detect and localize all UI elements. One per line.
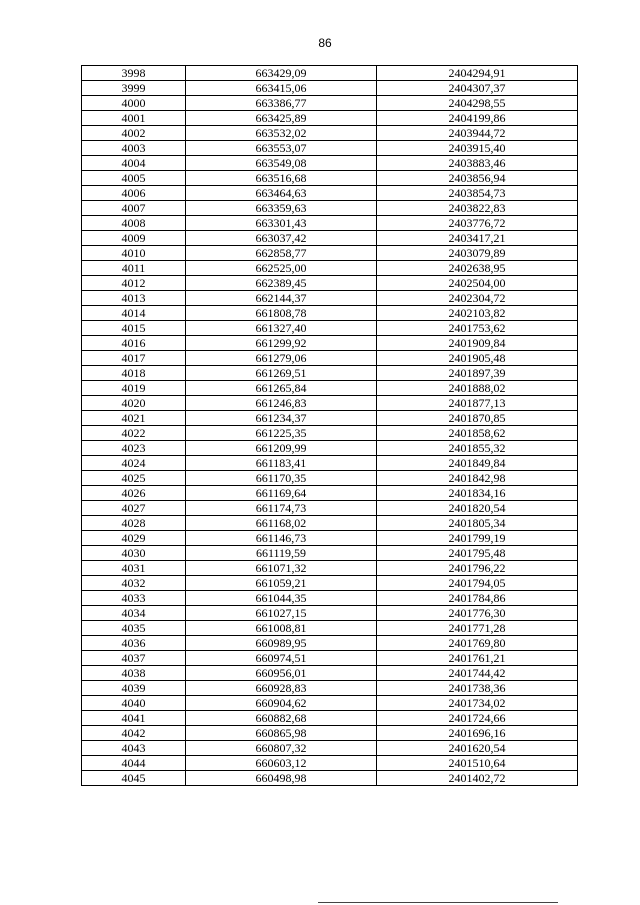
table-row <box>82 726 578 741</box>
point-number-cell: 4005 <box>82 171 186 186</box>
y-coordinate-cell: 2403776,72 <box>377 216 578 231</box>
y-coordinate-cell: 2401858,62 <box>377 426 578 441</box>
table-row <box>82 501 578 516</box>
x-coordinate-cell: 660974,51 <box>186 651 377 666</box>
y-coordinate-cell: 2404199,86 <box>377 111 578 126</box>
point-number-cell: 4011 <box>82 261 186 276</box>
point-number-cell: 4012 <box>82 276 186 291</box>
table-row <box>82 591 578 606</box>
table-row <box>82 276 578 291</box>
table-row <box>82 486 578 501</box>
table-row <box>82 141 578 156</box>
table-row <box>82 186 578 201</box>
x-coordinate-cell: 663549,08 <box>186 156 377 171</box>
point-number-cell: 4021 <box>82 411 186 426</box>
y-coordinate-cell: 2401769,80 <box>377 636 578 651</box>
x-coordinate-cell: 663037,42 <box>186 231 377 246</box>
point-number-cell: 4019 <box>82 381 186 396</box>
table-row <box>82 516 578 531</box>
point-number-cell: 4038 <box>82 666 186 681</box>
x-coordinate-cell: 663386,77 <box>186 96 377 111</box>
x-coordinate-cell: 662389,45 <box>186 276 377 291</box>
point-number-cell: 4004 <box>82 156 186 171</box>
point-number-cell: 4040 <box>82 696 186 711</box>
table-row <box>82 216 578 231</box>
y-coordinate-cell: 2403915,40 <box>377 141 578 156</box>
y-coordinate-cell: 2402103,82 <box>377 306 578 321</box>
point-number-cell: 4022 <box>82 426 186 441</box>
x-coordinate-cell: 662144,37 <box>186 291 377 306</box>
point-number-cell: 4001 <box>82 111 186 126</box>
x-coordinate-cell: 662858,77 <box>186 246 377 261</box>
y-coordinate-cell: 2404294,91 <box>377 66 578 81</box>
table-row <box>82 561 578 576</box>
table-row <box>82 171 578 186</box>
table-row <box>82 651 578 666</box>
table-row <box>82 81 578 96</box>
x-coordinate-cell: 661299,92 <box>186 336 377 351</box>
y-coordinate-cell: 2401753,62 <box>377 321 578 336</box>
table-row <box>82 66 578 81</box>
y-coordinate-cell: 2401820,54 <box>377 501 578 516</box>
y-coordinate-cell: 2403883,46 <box>377 156 578 171</box>
coordinates-table <box>81 65 578 786</box>
table-row <box>82 456 578 471</box>
x-coordinate-cell: 661265,84 <box>186 381 377 396</box>
x-coordinate-cell: 661225,35 <box>186 426 377 441</box>
x-coordinate-cell: 661146,73 <box>186 531 377 546</box>
x-coordinate-cell: 661246,83 <box>186 396 377 411</box>
table-row <box>82 576 578 591</box>
y-coordinate-cell: 2401784,86 <box>377 591 578 606</box>
table-row <box>82 336 578 351</box>
y-coordinate-cell: 2401877,13 <box>377 396 578 411</box>
table-row <box>82 156 578 171</box>
point-number-cell: 4028 <box>82 516 186 531</box>
point-number-cell: 4045 <box>82 771 186 786</box>
y-coordinate-cell: 2401905,48 <box>377 351 578 366</box>
y-coordinate-cell: 2401734,02 <box>377 696 578 711</box>
point-number-cell: 4027 <box>82 501 186 516</box>
x-coordinate-cell: 660904,62 <box>186 696 377 711</box>
x-coordinate-cell: 661269,51 <box>186 366 377 381</box>
x-coordinate-cell: 661071,32 <box>186 561 377 576</box>
x-coordinate-cell: 660882,68 <box>186 711 377 726</box>
x-coordinate-cell: 660498,98 <box>186 771 377 786</box>
x-coordinate-cell: 663301,43 <box>186 216 377 231</box>
point-number-cell: 4010 <box>82 246 186 261</box>
y-coordinate-cell: 2401620,54 <box>377 741 578 756</box>
x-coordinate-cell: 663532,02 <box>186 126 377 141</box>
x-coordinate-cell: 663464,63 <box>186 186 377 201</box>
y-coordinate-cell: 2401909,84 <box>377 336 578 351</box>
point-number-cell: 4013 <box>82 291 186 306</box>
y-coordinate-cell: 2401761,21 <box>377 651 578 666</box>
point-number-cell: 4016 <box>82 336 186 351</box>
table-row <box>82 396 578 411</box>
x-coordinate-cell: 660956,01 <box>186 666 377 681</box>
point-number-cell: 4003 <box>82 141 186 156</box>
x-coordinate-cell: 660928,83 <box>186 681 377 696</box>
x-coordinate-cell: 661168,02 <box>186 516 377 531</box>
y-coordinate-cell: 2401799,19 <box>377 531 578 546</box>
y-coordinate-cell: 2401510,64 <box>377 756 578 771</box>
table-row <box>82 291 578 306</box>
y-coordinate-cell: 2401805,34 <box>377 516 578 531</box>
x-coordinate-cell: 661808,78 <box>186 306 377 321</box>
table-row <box>82 711 578 726</box>
table-row <box>82 696 578 711</box>
table-row <box>82 606 578 621</box>
point-number-cell: 4031 <box>82 561 186 576</box>
point-number-cell: 4036 <box>82 636 186 651</box>
y-coordinate-cell: 2404307,37 <box>377 81 578 96</box>
table-row <box>82 321 578 336</box>
table-row <box>82 201 578 216</box>
point-number-cell: 4006 <box>82 186 186 201</box>
table-row <box>82 351 578 366</box>
x-coordinate-cell: 661027,15 <box>186 606 377 621</box>
x-coordinate-cell: 661008,81 <box>186 621 377 636</box>
y-coordinate-cell: 2401870,85 <box>377 411 578 426</box>
y-coordinate-cell: 2401738,36 <box>377 681 578 696</box>
y-coordinate-cell: 2401888,02 <box>377 381 578 396</box>
point-number-cell: 4042 <box>82 726 186 741</box>
point-number-cell: 4020 <box>82 396 186 411</box>
point-number-cell: 4029 <box>82 531 186 546</box>
y-coordinate-cell: 2402304,72 <box>377 291 578 306</box>
point-number-cell: 4034 <box>82 606 186 621</box>
y-coordinate-cell: 2401402,72 <box>377 771 578 786</box>
x-coordinate-cell: 661044,35 <box>186 591 377 606</box>
x-coordinate-cell: 661174,73 <box>186 501 377 516</box>
table-row <box>82 756 578 771</box>
point-number-cell: 4043 <box>82 741 186 756</box>
table-row <box>82 636 578 651</box>
y-coordinate-cell: 2401696,16 <box>377 726 578 741</box>
y-coordinate-cell: 2402638,95 <box>377 261 578 276</box>
y-coordinate-cell: 2401834,16 <box>377 486 578 501</box>
table-row <box>82 231 578 246</box>
y-coordinate-cell: 2402504,00 <box>377 276 578 291</box>
table-row <box>82 471 578 486</box>
y-coordinate-cell: 2403417,21 <box>377 231 578 246</box>
y-coordinate-cell: 2401724,66 <box>377 711 578 726</box>
x-coordinate-cell: 661279,06 <box>186 351 377 366</box>
point-number-cell: 4009 <box>82 231 186 246</box>
y-coordinate-cell: 2401849,84 <box>377 456 578 471</box>
table-row <box>82 246 578 261</box>
point-number-cell: 4014 <box>82 306 186 321</box>
y-coordinate-cell: 2401794,05 <box>377 576 578 591</box>
point-number-cell: 4037 <box>82 651 186 666</box>
point-number-cell: 4018 <box>82 366 186 381</box>
page-number: 86 <box>318 36 332 50</box>
y-coordinate-cell: 2401795,48 <box>377 546 578 561</box>
point-number-cell: 4039 <box>82 681 186 696</box>
point-number-cell: 4030 <box>82 546 186 561</box>
y-coordinate-cell: 2401771,28 <box>377 621 578 636</box>
y-coordinate-cell: 2401744,42 <box>377 666 578 681</box>
scan-edge-line <box>318 902 558 903</box>
table-row <box>82 261 578 276</box>
x-coordinate-cell: 661119,59 <box>186 546 377 561</box>
y-coordinate-cell: 2401842,98 <box>377 471 578 486</box>
table-row <box>82 306 578 321</box>
point-number-cell: 4002 <box>82 126 186 141</box>
table-row <box>82 621 578 636</box>
x-coordinate-cell: 661169,64 <box>186 486 377 501</box>
table-row <box>82 411 578 426</box>
point-number-cell: 4024 <box>82 456 186 471</box>
point-number-cell: 4032 <box>82 576 186 591</box>
point-number-cell: 4008 <box>82 216 186 231</box>
y-coordinate-cell: 2403079,89 <box>377 246 578 261</box>
point-number-cell: 4044 <box>82 756 186 771</box>
x-coordinate-cell: 663516,68 <box>186 171 377 186</box>
y-coordinate-cell: 2403854,73 <box>377 186 578 201</box>
x-coordinate-cell: 660865,98 <box>186 726 377 741</box>
point-number-cell: 4033 <box>82 591 186 606</box>
table-row <box>82 771 578 786</box>
x-coordinate-cell: 660989,95 <box>186 636 377 651</box>
point-number-cell: 3999 <box>82 81 186 96</box>
table-row <box>82 96 578 111</box>
point-number-cell: 4041 <box>82 711 186 726</box>
x-coordinate-cell: 663425,89 <box>186 111 377 126</box>
x-coordinate-cell: 660807,32 <box>186 741 377 756</box>
table-row <box>82 681 578 696</box>
point-number-cell: 4017 <box>82 351 186 366</box>
point-number-cell: 4025 <box>82 471 186 486</box>
point-number-cell: 4035 <box>82 621 186 636</box>
y-coordinate-cell: 2404298,55 <box>377 96 578 111</box>
x-coordinate-cell: 662525,00 <box>186 261 377 276</box>
x-coordinate-cell: 660603,12 <box>186 756 377 771</box>
x-coordinate-cell: 661209,99 <box>186 441 377 456</box>
y-coordinate-cell: 2403944,72 <box>377 126 578 141</box>
x-coordinate-cell: 663359,63 <box>186 201 377 216</box>
x-coordinate-cell: 661170,35 <box>186 471 377 486</box>
x-coordinate-cell: 663429,09 <box>186 66 377 81</box>
point-number-cell: 4000 <box>82 96 186 111</box>
table-row <box>82 126 578 141</box>
x-coordinate-cell: 663553,07 <box>186 141 377 156</box>
x-coordinate-cell: 663415,06 <box>186 81 377 96</box>
y-coordinate-cell: 2403856,94 <box>377 171 578 186</box>
x-coordinate-cell: 661183,41 <box>186 456 377 471</box>
coordinates-table-body <box>82 66 578 786</box>
table-row <box>82 441 578 456</box>
x-coordinate-cell: 661327,40 <box>186 321 377 336</box>
table-row <box>82 426 578 441</box>
table-row <box>82 531 578 546</box>
point-number-cell: 3998 <box>82 66 186 81</box>
point-number-cell: 4026 <box>82 486 186 501</box>
table-row <box>82 111 578 126</box>
table-row <box>82 666 578 681</box>
table-row <box>82 381 578 396</box>
table-row <box>82 546 578 561</box>
x-coordinate-cell: 661059,21 <box>186 576 377 591</box>
y-coordinate-cell: 2401776,30 <box>377 606 578 621</box>
point-number-cell: 4007 <box>82 201 186 216</box>
point-number-cell: 4023 <box>82 441 186 456</box>
y-coordinate-cell: 2401855,32 <box>377 441 578 456</box>
y-coordinate-cell: 2401897,39 <box>377 366 578 381</box>
y-coordinate-cell: 2401796,22 <box>377 561 578 576</box>
table-row <box>82 741 578 756</box>
y-coordinate-cell: 2403822,83 <box>377 201 578 216</box>
table-row <box>82 366 578 381</box>
x-coordinate-cell: 661234,37 <box>186 411 377 426</box>
point-number-cell: 4015 <box>82 321 186 336</box>
